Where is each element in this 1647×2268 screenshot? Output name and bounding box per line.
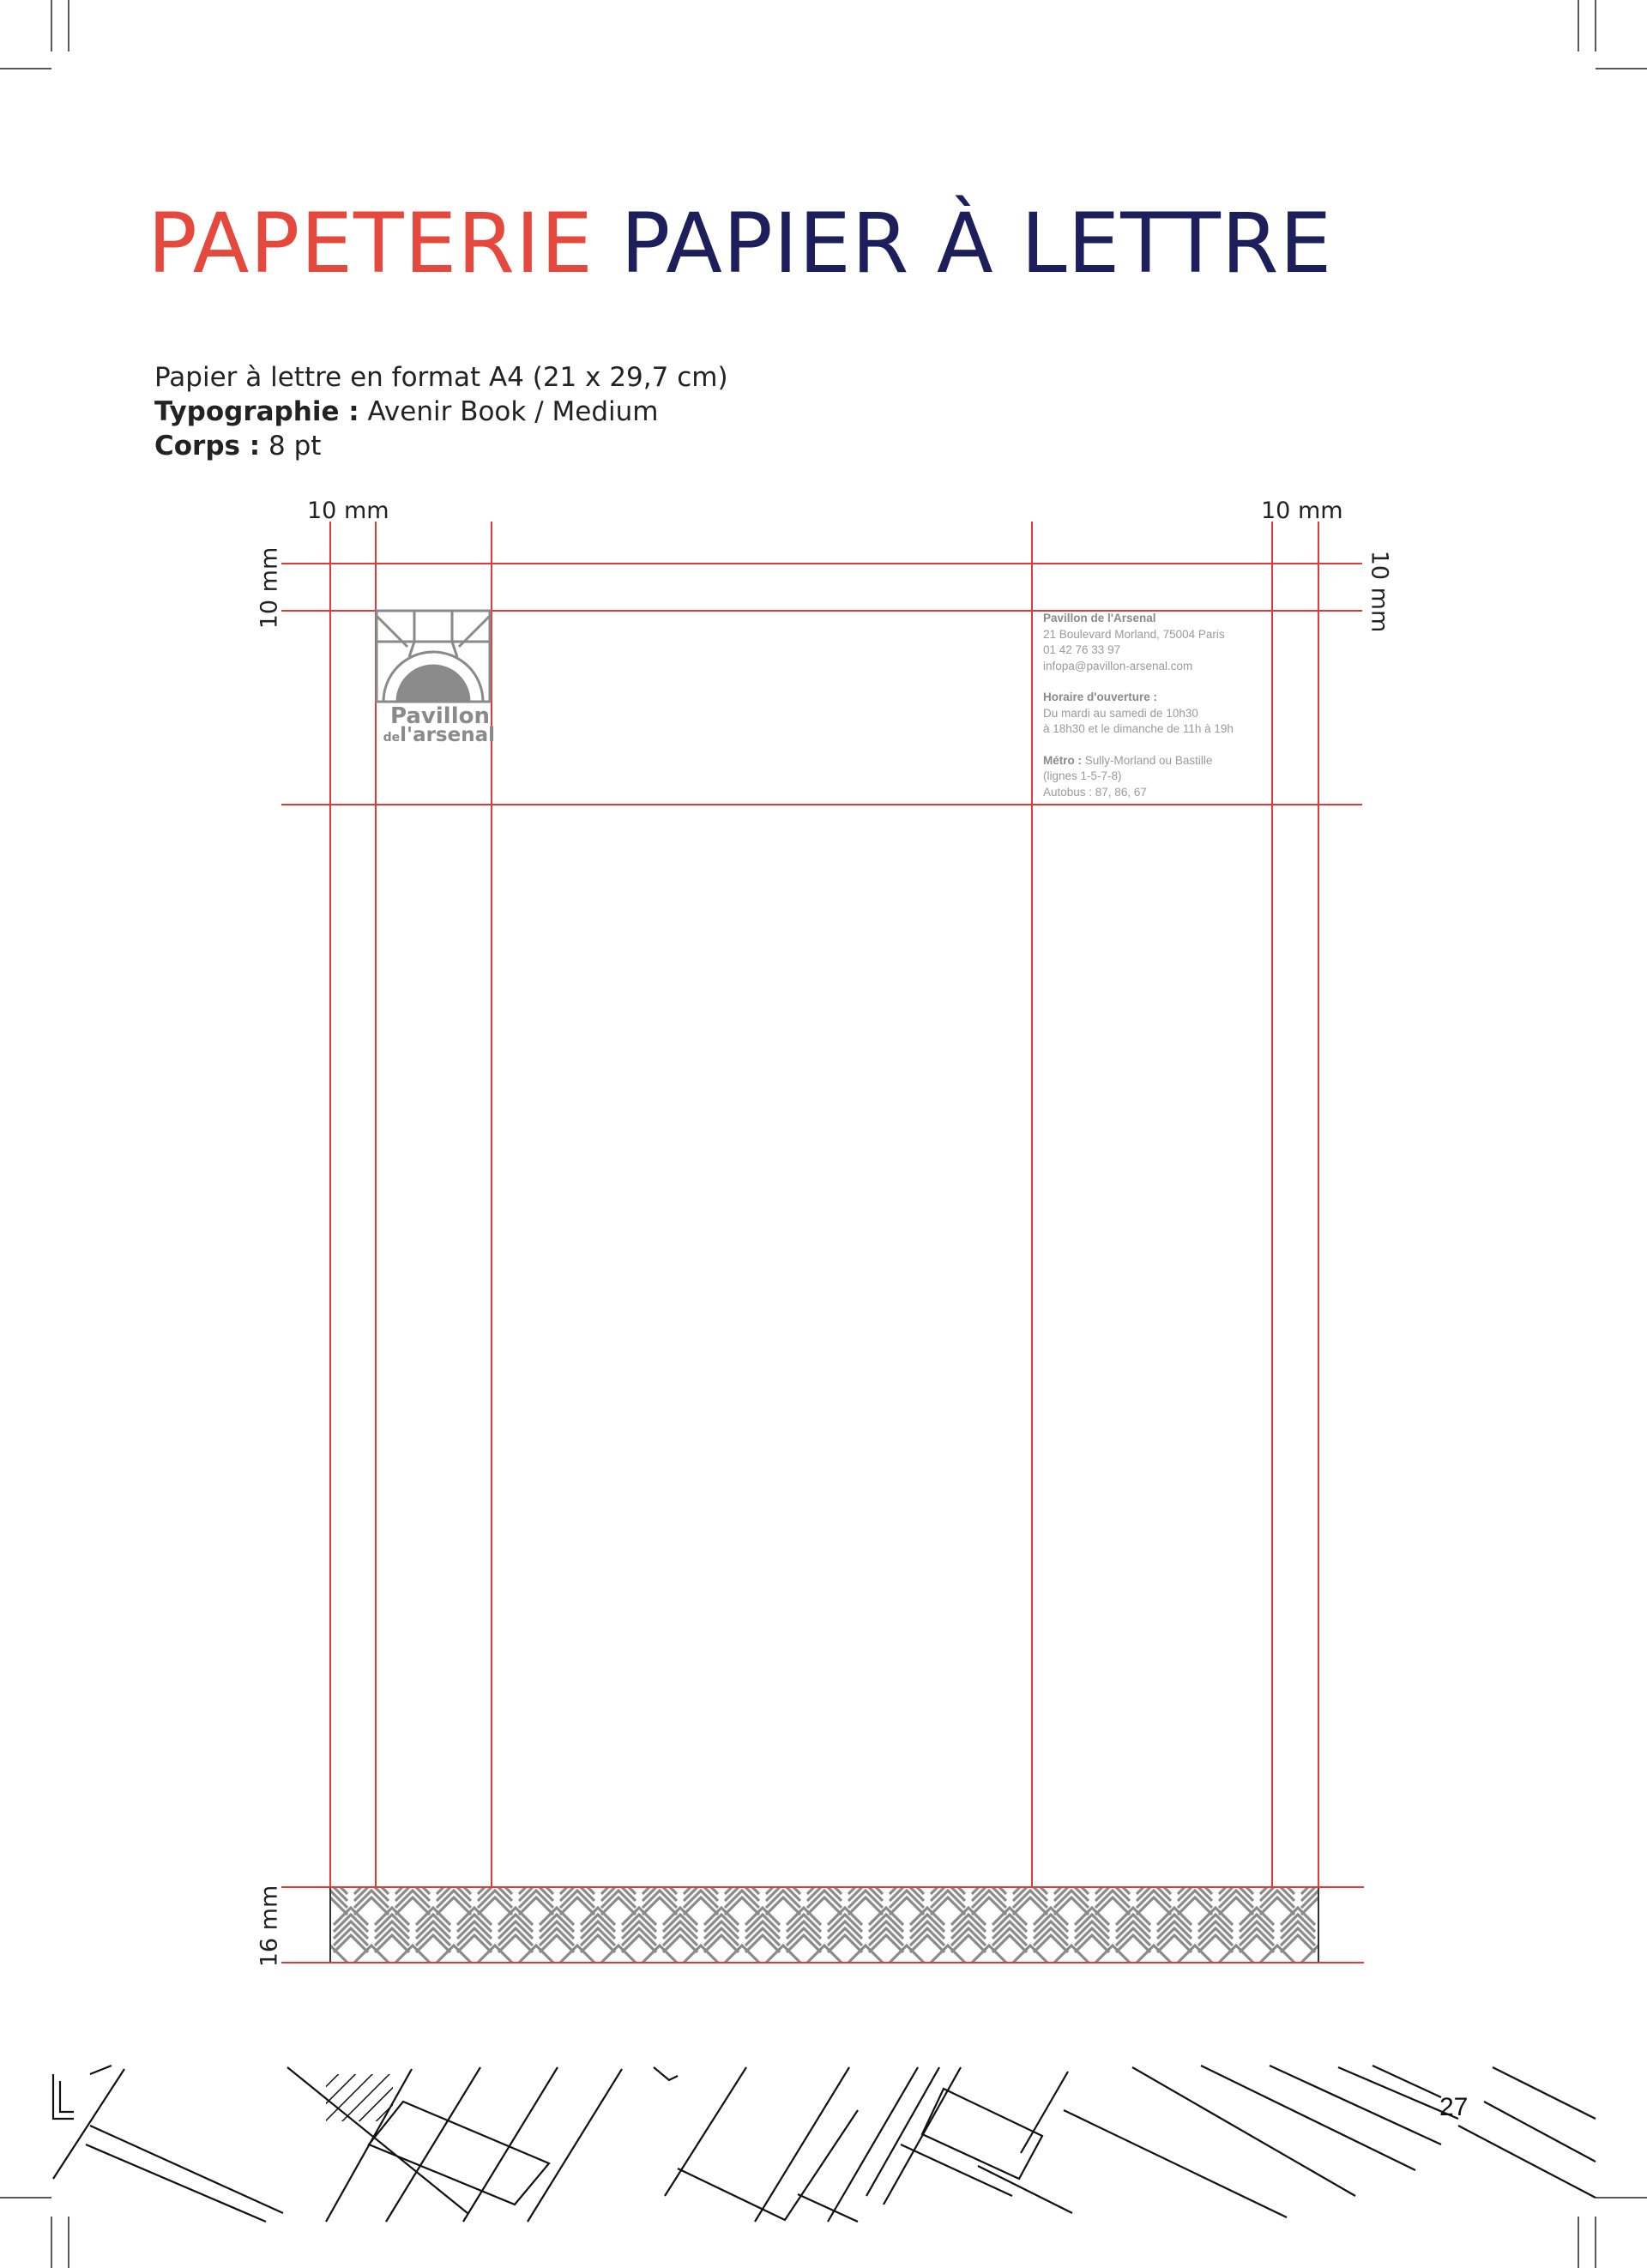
- spec-corps-label: Corps :: [154, 431, 261, 461]
- hours-label: Horaire d'ouverture :: [1043, 691, 1157, 703]
- spec-typography-value: Avenir Book / Medium: [367, 396, 659, 427]
- dim-top-right: 10 mm: [1261, 498, 1343, 524]
- hours-line1: Du mardi au samedi de 10h30: [1043, 706, 1198, 720]
- spec-format: Papier à lettre en format A4 (21 x 29,7 cm): [154, 362, 728, 393]
- metro-label: Métro :: [1043, 753, 1082, 767]
- title-part2: PAPIER À LETTRE: [620, 196, 1333, 292]
- bus-lines: Autobus : 87, 86, 67: [1043, 785, 1147, 799]
- spec-corps-value: 8 pt: [268, 431, 322, 461]
- dim-bottom-band: 16 mm: [256, 1885, 283, 1968]
- contact-phone: 01 42 76 33 97: [1043, 643, 1121, 656]
- title-part1: PAPETERIE: [148, 196, 594, 292]
- spec-typography-label: Typographie :: [154, 396, 359, 427]
- logo-line1: Pavillon: [390, 703, 490, 729]
- metro-value: Sully-Morland ou Bastille: [1084, 753, 1213, 767]
- hours-line2: à 18h30 et le dimanche de 11h à 19h: [1043, 722, 1234, 735]
- dim-left-top: 10 mm: [256, 546, 283, 630]
- dim-right-top: 10 mm: [1366, 550, 1393, 633]
- logo-line2-small: de: [383, 731, 401, 745]
- page-number: 27: [1439, 2093, 1469, 2121]
- contact-address: 21 Boulevard Morland, 75004 Paris: [1043, 627, 1225, 641]
- metro-lines: (lignes 1-5-7-8): [1043, 769, 1122, 782]
- dim-top-left: 10 mm: [307, 498, 389, 524]
- logo-line2: l'arsenal: [400, 724, 495, 746]
- contact-name: Pavillon de l'Arsenal: [1043, 612, 1156, 624]
- contact-email: infopa@pavillon-arsenal.com: [1043, 659, 1193, 673]
